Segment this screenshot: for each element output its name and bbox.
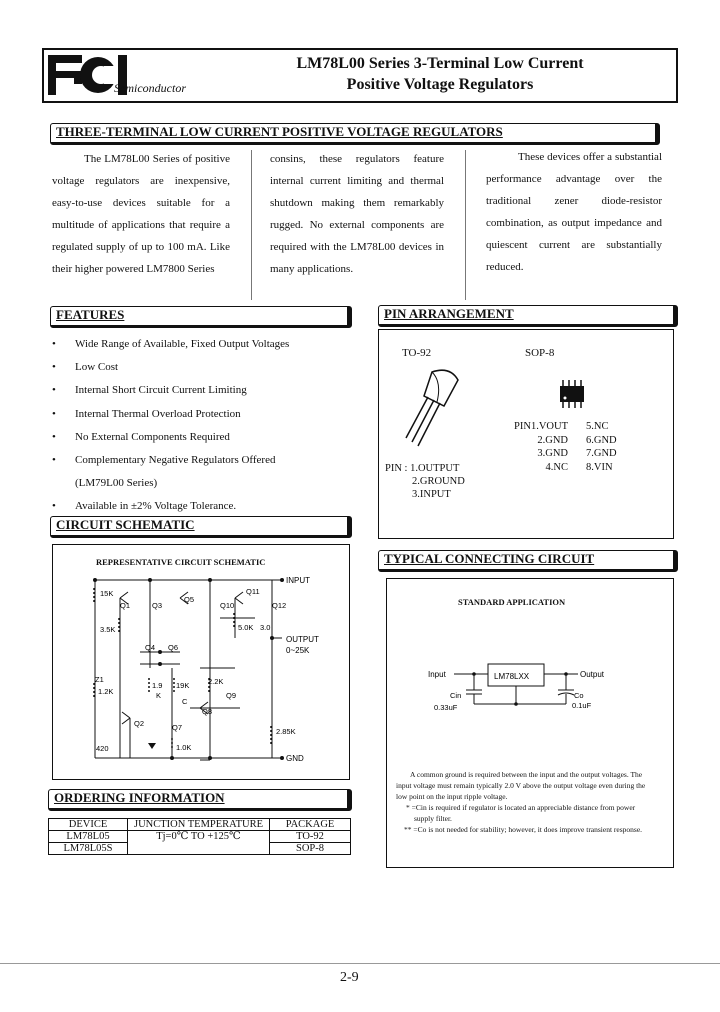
svg-text:Q11: Q11 [246, 587, 260, 596]
svg-text:GND: GND [286, 754, 304, 763]
svg-text:420: 420 [96, 744, 109, 753]
sop8-label: SOP-8 [525, 347, 555, 359]
feature-item: • Internal Thermal Overload Protection [52, 407, 241, 420]
svg-text:3.0: 3.0 [260, 623, 271, 632]
intro-col2-text: consins, these regulators feature internal current limiting and thermal shutdown making them remarkably rugged. No external components are required with the LM78L00 devices in many applications. [270, 153, 444, 275]
svg-text:Input: Input [428, 670, 446, 679]
intro-col3-text: These devices offer a substantial performance advantage over the traditional zener diode-resistor combination, as output impedance and quiescent current are substantially reduced. [486, 151, 662, 273]
svg-text:0.1uF: 0.1uF [572, 701, 592, 710]
svg-text:5.0K: 5.0K [238, 623, 254, 632]
page-title-line2: Positive Voltage Regulators [346, 76, 534, 93]
svg-text:2.85K: 2.85K [276, 727, 296, 736]
typical-title: STANDARD APPLICATION [458, 597, 566, 607]
typical-notes: A common ground is required between the input and the output voltages. The input voltage must remain typically 2.0 V above the output voltage even during the low point on the input ripple voltage. * =Cin is required if regulator is located an appreciable distance from power supply filter. ** =Co is not needed for stability; however, it does improve transient response. [396, 770, 646, 834]
circuit-schematic-diagram [60, 568, 340, 773]
intro-col3 [486, 146, 662, 278]
svg-text:19K: 19K [176, 681, 190, 690]
intro-col1-text: The LM78L00 Series of positive voltage regulators are inexpensive, easy-to-use devices suitable for a multitude of applications that require a regulated supply of up to 100 mA. Like their higher powered LM7800 Series [52, 153, 230, 275]
svg-text:Q8: Q8 [202, 707, 213, 716]
feature-item: • Available in ±2% Voltage Tolerance. [52, 500, 237, 513]
page-number: 2-9 [340, 970, 359, 985]
feature-item: • Internal Short Circuit Current Limiting [52, 384, 247, 397]
svg-text:Q7: Q7 [172, 723, 183, 732]
svg-text:Q10: Q10 [220, 601, 235, 610]
feature-item: • Complementary Negative Regulators Offered [52, 453, 276, 466]
svg-text:Q6: Q6 [168, 643, 179, 652]
svg-text:1.2K: 1.2K [98, 687, 114, 696]
footer-divider [0, 963, 720, 964]
svg-text:Q5: Q5 [184, 595, 195, 604]
svg-text:Co: Co [574, 691, 584, 700]
to92-label: TO-92 [402, 347, 432, 359]
feature-item: • Wide Range of Available, Fixed Output Voltages [52, 338, 290, 350]
to92-package-icon [392, 362, 472, 452]
svg-text:C: C [182, 697, 188, 706]
svg-text:0~25K: 0~25K [286, 646, 310, 655]
svg-text:Q12: Q12 [272, 601, 287, 610]
svg-text:1.9: 1.9 [152, 681, 163, 690]
svg-text:Q3: Q3 [152, 601, 163, 610]
svg-text:0.33uF: 0.33uF [434, 703, 458, 712]
svg-text:INPUT: INPUT [286, 576, 310, 585]
svg-text:1.0K: 1.0K [176, 743, 192, 752]
intro-col2 [270, 148, 444, 280]
feature-item: • No External Components Required [52, 430, 230, 443]
sop-pins-right: 5.NC 6.GND 7.GND 8.VIN [586, 421, 617, 473]
typical-heading: TYPICAL CONNECTING CIRCUIT [378, 550, 678, 572]
svg-text:Q1: Q1 [120, 601, 131, 610]
svg-text:Q9: Q9 [226, 691, 237, 700]
svg-text:2.2K: 2.2K [208, 677, 224, 686]
svg-text:Q4: Q4 [145, 643, 156, 652]
company-logo [46, 51, 196, 99]
table-row: LM78L05S SOP-8 [49, 843, 351, 855]
svg-text:3.5K: 3.5K [100, 625, 116, 634]
svg-text:15K: 15K [100, 589, 114, 598]
sop-pins-left: PIN1.VOUT 2.GND 3.GND 4.NC [514, 421, 568, 473]
svg-text:LM78LXX: LM78LXX [494, 672, 530, 681]
intro-col1 [52, 148, 230, 280]
pin-heading: PIN ARRANGEMENT [378, 305, 678, 327]
page-title-line1: LM78L00 Series 3-Terminal Low Current [296, 55, 584, 72]
svg-text:Q2: Q2 [134, 719, 145, 728]
ordering-heading: ORDERING INFORMATION [48, 789, 352, 811]
to92-pin-list: PIN : 1.OUTPUT 2.GROUND 3.INPUT [385, 463, 465, 500]
svg-text:OUTPUT: OUTPUT [286, 635, 319, 644]
svg-text:Z1: Z1 [95, 675, 104, 684]
table-row: LM78L05 Tj=0℃ TO +125℃ TO-92 [49, 831, 351, 843]
feature-item: • Low Cost [52, 361, 119, 374]
schematic-heading: CIRCUIT SCHEMATIC [50, 516, 352, 538]
table-header-row: DEVICE JUNCTION TEMPERATURE PACKAGE [49, 819, 351, 831]
ordering-table [48, 818, 351, 855]
intro-heading: THREE-TERMINAL LOW CURRENT POSITIVE VOLTAGE REGULATORS [50, 123, 660, 145]
features-heading: FEATURES [50, 306, 352, 328]
svg-text:Cin: Cin [450, 691, 462, 700]
feature-item: (LM79L00 Series) [75, 477, 158, 490]
logo-sub-text: Semiconductor [114, 81, 186, 95]
svg-text:K: K [156, 691, 162, 700]
sop8-package-icon [554, 378, 590, 412]
schematic-title: REPRESENTATIVE CIRCUIT SCHEMATIC [96, 557, 266, 567]
typical-circuit-diagram [426, 656, 626, 718]
svg-text:Output: Output [580, 670, 605, 679]
features-list [52, 336, 352, 522]
